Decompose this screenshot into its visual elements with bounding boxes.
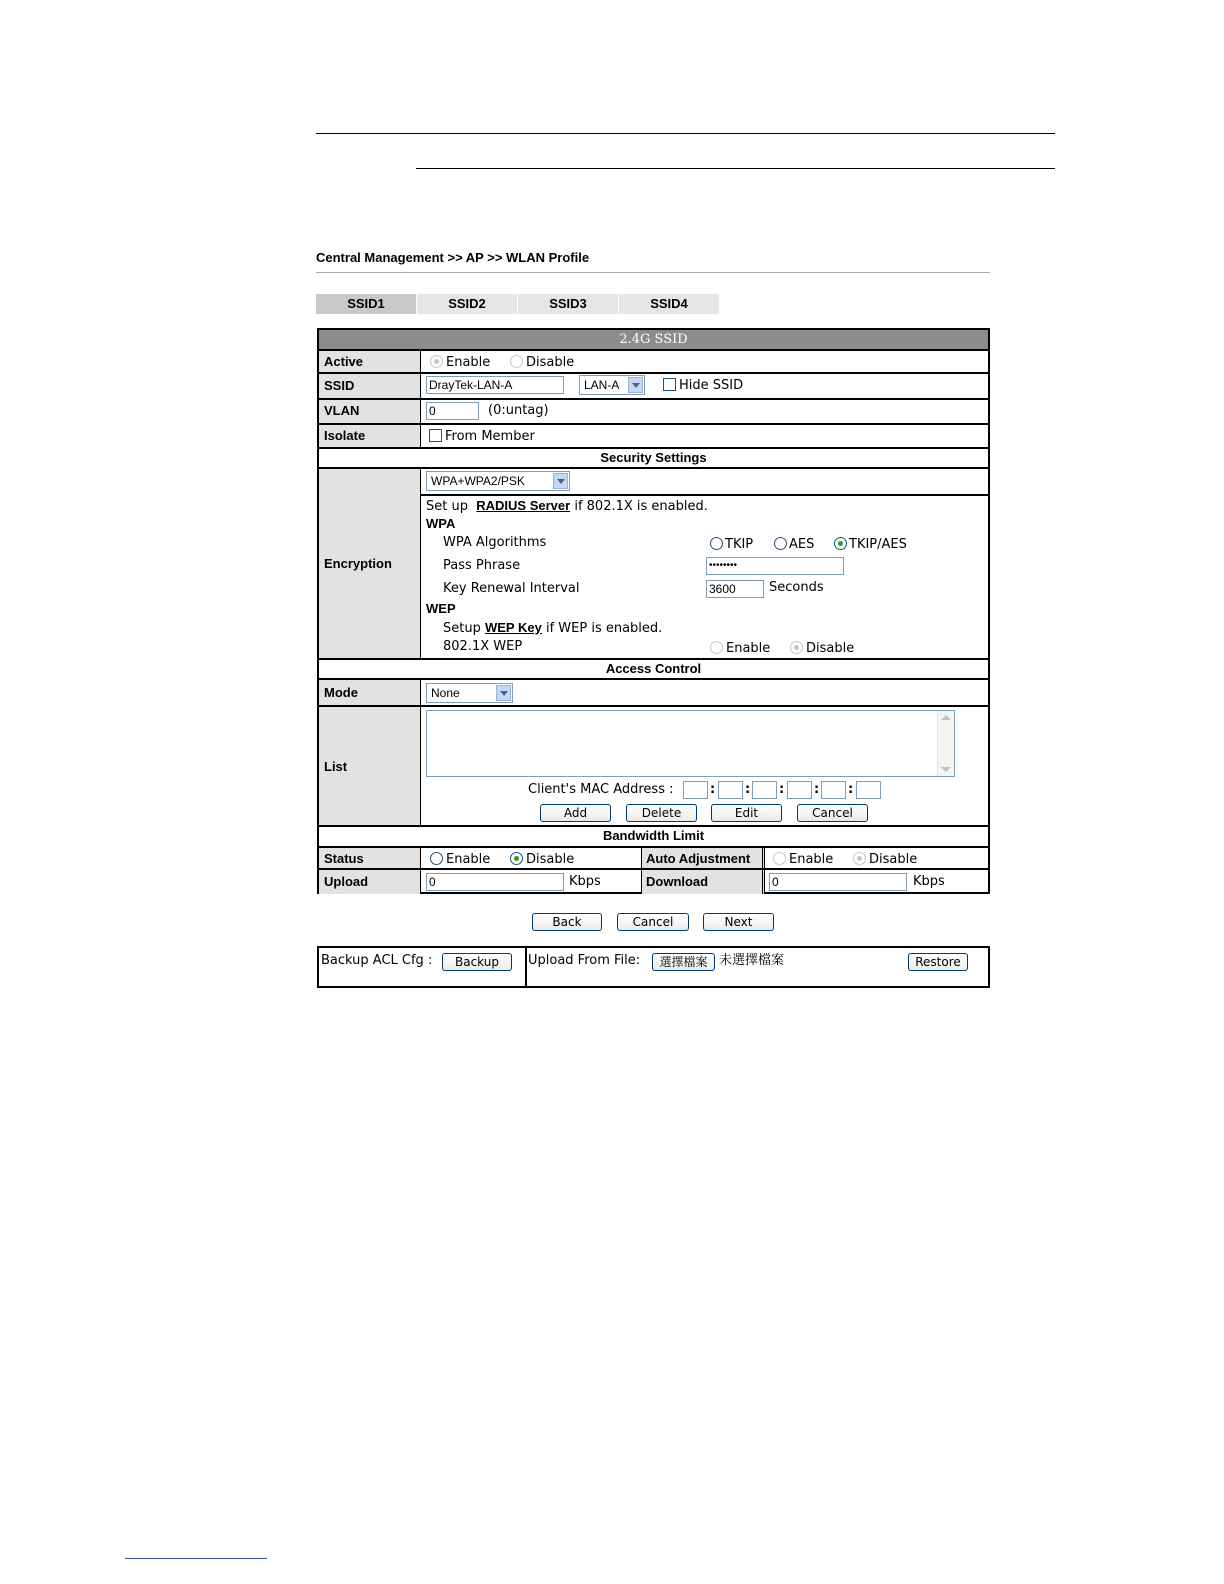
auto-adjustment-label: Auto Adjustment [646,851,751,866]
row-line [319,868,988,870]
lan-select[interactable] [579,375,645,395]
wpa-algorithms-label: WPA Algorithms [443,535,547,550]
mac-octet-6[interactable] [856,781,881,799]
download-label: Download [646,874,709,889]
header-rule-top [316,133,1055,134]
list-label: List [324,759,348,774]
add-button[interactable]: Add [540,804,611,822]
wep-8021x-enable-label: Enable [726,641,771,656]
mac-list-box[interactable] [426,710,955,777]
table-title: 2.4G SSID [319,330,988,349]
wpa-alg-aes-radio[interactable] [774,537,787,550]
access-section-header: Access Control [605,661,702,676]
ssid-input[interactable]: DrayTek-LAN-A [426,376,564,394]
encryption-select[interactable] [426,471,570,491]
mac-sep: : [814,782,820,797]
status-enable-label: Enable [446,852,491,867]
status-label: Status [324,851,364,866]
row-line [420,494,988,496]
mac-octet-5[interactable] [821,781,846,799]
vlan-label: VLAN [324,403,360,418]
backup-table [317,946,990,988]
pass-phrase-input[interactable]: •••••••• [706,557,844,575]
next-button[interactable]: Next [703,913,774,931]
security-section-header: Security Settings [600,450,707,465]
status-enable-radio[interactable] [430,852,443,865]
mode-select[interactable] [426,683,513,703]
auto-enable-label: Enable [789,852,834,867]
upload-label: Upload [324,874,369,889]
no-file-text: 未選擇檔案 [719,953,785,968]
radius-server-link[interactable]: RADIUS Server [476,498,571,513]
mac-octet-1[interactable] [683,781,708,799]
hide-ssid-label: Hide SSID [679,378,744,393]
row-line [319,349,988,351]
row-line [319,846,988,848]
scroll-down-icon[interactable] [941,767,951,772]
row-line [319,398,988,400]
wep-8021x-label: 802.1X WEP [443,639,523,654]
mode-label: Mode [324,685,358,700]
chevron-down-icon [628,377,643,393]
mode-select-value: None [431,686,460,700]
mac-sep: : [779,782,785,797]
upload-file-label: Upload From File: [528,953,641,968]
auto-disable-radio[interactable] [853,852,866,865]
cancel-button[interactable]: Cancel [617,913,689,931]
auto-enable-radio[interactable] [773,852,786,865]
breadcrumb: Central Management >> AP >> WLAN Profile [316,250,590,265]
active-enable-radio[interactable] [430,355,443,368]
row-line [319,705,988,707]
upload-unit: Kbps [569,874,601,889]
backup-button[interactable]: Backup [442,953,512,971]
active-disable-label: Disable [526,355,575,370]
active-disable-radio[interactable] [510,355,523,368]
mac-sep: : [848,782,854,797]
encryption-select-value: WPA+WPA2/PSK [431,474,525,488]
ssid-tabs [316,294,720,314]
encryption-label: Encryption [324,556,392,571]
wpa-alg-aes-label: AES [789,537,815,552]
row-line [319,678,988,680]
wpa-title: WPA [426,516,456,531]
chevron-down-icon [553,473,568,489]
row-line [319,423,988,425]
backup-divider [525,948,527,986]
active-label: Active [324,354,364,369]
vlan-input[interactable]: 0 [426,402,479,420]
wpa-alg-tkip-label: TKIP [725,537,754,552]
wpa-alg-tkipaes-radio[interactable] [834,537,847,550]
download-input[interactable]: 0 [769,873,907,891]
isolate-label: Isolate [324,428,366,443]
auto-disable-label: Disable [869,852,918,867]
tab-ssid2[interactable]: SSID2 [417,294,517,314]
vlan-hint: (0:untag) [488,403,549,418]
key-renewal-input[interactable]: 3600 [706,580,764,598]
pass-phrase-label: Pass Phrase [443,558,521,573]
active-enable-label: Enable [446,355,491,370]
wep-key-link[interactable]: WEP Key [484,620,542,635]
scroll-up-icon[interactable] [941,715,951,720]
tab-ssid1[interactable]: SSID1 [316,294,416,314]
label-col-access [319,679,421,826]
isolate-member-label: From Member [445,429,535,444]
bandwidth-section-header: Bandwidth Limit [602,828,705,843]
isolate-member-checkbox[interactable] [429,429,442,442]
header-rule-bottom [416,168,1055,169]
wpa-alg-tkipaes-label: TKIP/AES [849,537,907,552]
back-button[interactable]: Back [532,913,602,931]
wep-8021x-disable-radio[interactable] [790,641,803,654]
chevron-down-icon [496,685,511,701]
row-line [319,372,988,374]
radius-setup-text: Set up RADIUS Server if 802.1X is enabled. [426,498,708,514]
backup-acl-label: Backup ACL Cfg : [321,953,433,968]
key-renewal-label: Key Renewal Interval [443,581,580,596]
ssid-label: SSID [324,378,355,393]
status-disable-radio[interactable] [510,852,523,865]
hide-ssid-checkbox[interactable] [663,378,676,391]
cancel-mac-button[interactable]: Cancel [797,804,868,822]
mac-octet-4[interactable] [787,781,812,799]
row-line [319,467,988,469]
tab-ssid4[interactable]: SSID4 [619,294,719,314]
wep-8021x-disable-label: Disable [806,641,855,656]
bandwidth-mid-divider [762,847,763,894]
mac-octet-3[interactable] [752,781,777,799]
download-unit: Kbps [913,874,945,889]
mac-octet-2[interactable] [718,781,743,799]
mac-sep: : [745,782,751,797]
choose-file-button[interactable]: 選擇檔案 [652,953,715,971]
wpa-alg-tkip-radio[interactable] [710,537,723,550]
mac-sep: : [710,782,716,797]
lan-select-value: LAN-A [584,378,620,392]
delete-button[interactable]: Delete [626,804,697,822]
wep-setup-text: Setup WEP Key if WEP is enabled. [443,620,663,636]
status-disable-label: Disable [526,852,575,867]
mac-address-label: Client's MAC Address : [528,782,674,797]
footer-rule [125,1558,267,1559]
breadcrumb-divider [316,272,990,273]
tab-ssid3[interactable]: SSID3 [518,294,618,314]
edit-button[interactable]: Edit [711,804,782,822]
key-renewal-unit: Seconds [769,580,824,595]
upload-input[interactable]: 0 [426,873,564,891]
wep-title: WEP [426,601,456,616]
wep-8021x-enable-radio[interactable] [710,641,723,654]
restore-button[interactable]: Restore [908,953,968,971]
ssid-table [317,328,990,894]
